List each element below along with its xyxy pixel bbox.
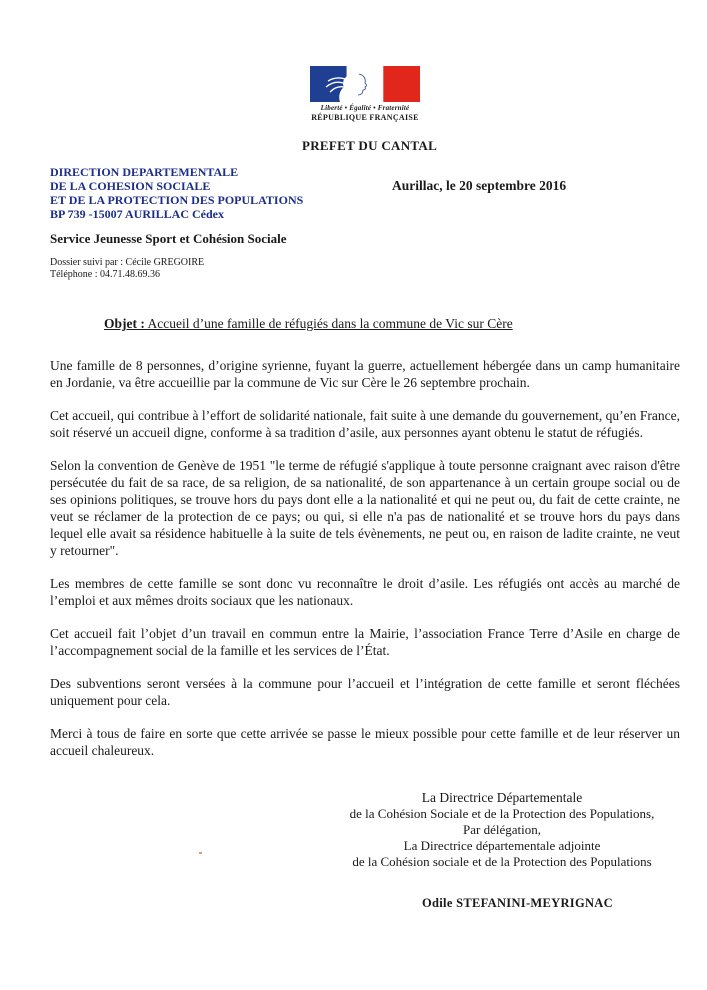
signature-line: Par délégation, [463, 822, 541, 837]
signer-name: Odile STEFANINI-MEYRIGNAC [422, 896, 613, 910]
body-paragraph: Cet accueil, qui contribue à l’effort de solidarité nationale, fait suite à une demande du gouvernement, qu’en France, soit réservé un accueil digne, conforme à sa tradition d’asile, aux personnes ayant obtenu le statut de réfugiés. [50, 408, 680, 440]
letter-body [50, 357, 680, 775]
prefet-title: PREFET DU CANTAL [302, 138, 438, 153]
scan-speck [199, 852, 202, 854]
republic-name: RÉPUBLIQUE FRANÇAISE [311, 113, 419, 122]
republic-motto: Liberté • Égalité • Fraternité [320, 104, 410, 112]
signature-line: de la Cohésion Sociale et de la Protection des Populations, [349, 806, 655, 821]
direction-line: DE LA COHESION SOCIALE [50, 179, 211, 193]
letter-subject [104, 316, 513, 332]
body-paragraph: Cet accueil fait l’objet d’un travail en commun entre la Mairie, l’association France Terre d’Asile en charge de l’accompagnement social de la famille et les services de l’État. [50, 626, 680, 658]
body-paragraph: Selon la convention de Genève de 1951 "le terme de réfugié s'applique à toute personne craignant avec raison d'être persécutée du fait de sa race, de sa religion, de sa nationalité, de son appartenance à un certain groupe social ou de ses opinions politiques, se trouve hors du pays dont elle a la nationalité et qui ne peut ou, du fait de cette crainte, ne veut se réclamer de la protection de ce pays; ou qui, si elle n'a pas de nationalité et se trouve hors du pays dans lequel elle avait sa résidence habituelle à la suite de tels évènements, ne peut ou, en raison de ladite crainte, ne veut y retourner". [50, 458, 680, 558]
body-paragraph: Les membres de cette famille se sont donc vu reconnaître le droit d’asile. Les réfugiés ont accès au marché de l’emploi et aux mêmes droits sociaux que les nationaux. [50, 576, 680, 608]
dossier-info [50, 257, 204, 281]
direction-line: ET DE LA PROTECTION DES POPULATIONS [50, 193, 304, 207]
signature-block [332, 790, 672, 870]
service-name: Service Jeunesse Sport et Cohésion Sociale [50, 231, 287, 246]
direction-line: BP 739 -15007 AURILLAC Cédex [50, 207, 225, 221]
subject-text: Accueil d’une famille de réfugiés dans la commune de Vic sur Cère [144, 316, 513, 331]
body-paragraph: Une famille de 8 personnes, d’origine syrienne, fuyant la guerre, actuellement hébergée dans un camp humanitaire en Jordanie, va être accueillie par la commune de Vic sur Cère le 26 septembre prochain. [50, 358, 680, 390]
signature-line: La Directrice Départementale [421, 790, 583, 805]
marianne-logo [310, 66, 420, 122]
dossier-telephone: Téléphone : 04.71.48.69.36 [50, 269, 160, 280]
signature-line: La Directrice départementale adjointe [403, 838, 601, 853]
letter-date: Aurillac, le 20 septembre 2016 [392, 178, 567, 193]
direction-address [50, 165, 303, 221]
marianne-flag-icon [310, 66, 420, 102]
subject-label: Objet : [104, 316, 145, 331]
body-paragraph: Des subventions seront versées à la commune pour l’accueil et l’intégration de cette famille et seront fléchées uniquement pour cela. [50, 676, 680, 708]
body-paragraph: Merci à tous de faire en sorte que cette arrivée se passe le mieux possible pour cette famille et de leur réserver un accueil chaleureux. [50, 726, 680, 758]
signature-line: de la Cohésion sociale et de la Protection des Populations [352, 854, 652, 869]
dossier-suivi: Dossier suivi par : Cécile GREGOIRE [50, 257, 205, 268]
direction-line: DIRECTION DEPARTEMENTALE [50, 165, 239, 179]
